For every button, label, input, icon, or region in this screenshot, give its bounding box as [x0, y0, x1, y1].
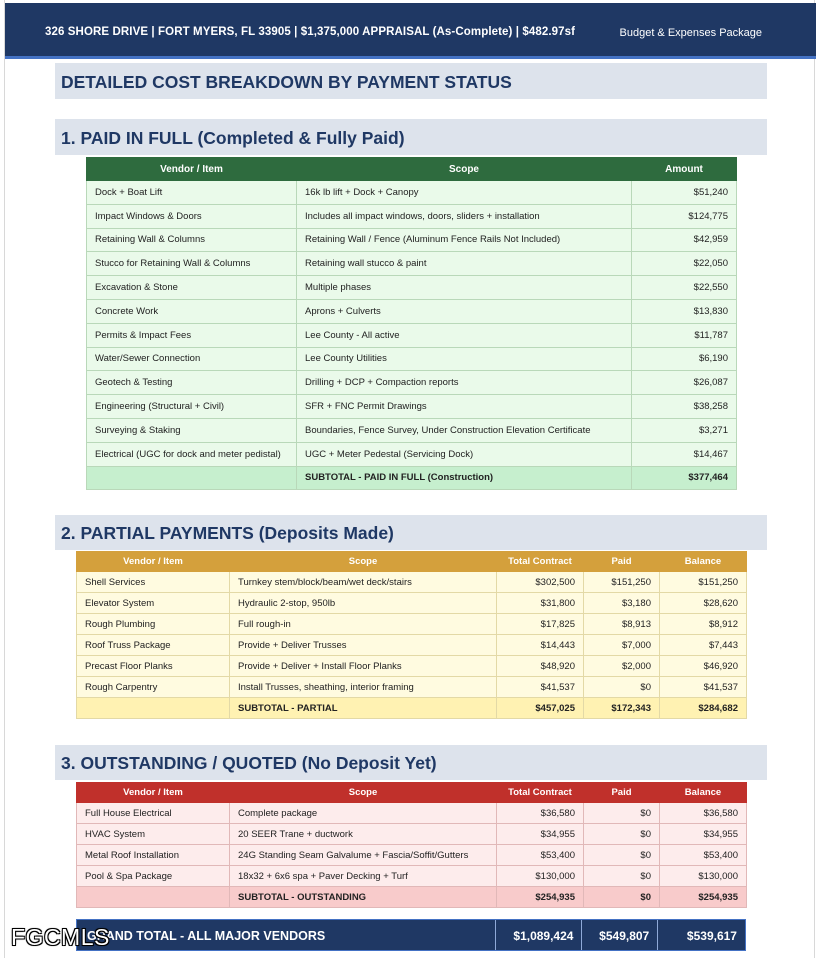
table-row [87, 252, 737, 276]
vendor-cell: Full House Electrical [77, 803, 230, 824]
paid-cell: $2,000 [584, 656, 660, 677]
paid-cell: $8,913 [584, 614, 660, 635]
column-header: Paid [584, 783, 660, 803]
paid-in-full-table [86, 157, 737, 490]
scope-cell: Complete package [230, 803, 497, 824]
total-contract-cell: $130,000 [497, 866, 584, 887]
total-contract-cell: $41,537 [497, 677, 584, 698]
grand-total-label: GRAND TOTAL - ALL MAJOR VENDORS [77, 920, 496, 950]
grand-total-contract: $1,089,424 [496, 920, 583, 950]
amount-cell: $26,087 [632, 371, 737, 395]
table-row [77, 803, 747, 824]
scope-cell: Provide + Deliver + Install Floor Planks [230, 656, 497, 677]
balance-cell: $8,912 [660, 614, 747, 635]
vendor-cell: Precast Floor Planks [77, 656, 230, 677]
column-header: Scope [230, 552, 497, 572]
amount-cell: $51,240 [632, 181, 737, 205]
amount-cell: $42,959 [632, 228, 737, 252]
table-row [77, 866, 747, 887]
section-title-outstanding: 3. OUTSTANDING / QUOTED (No Deposit Yet) [55, 745, 767, 780]
vendor-cell: Geotech & Testing [87, 371, 297, 395]
paid-cell: $0 [584, 677, 660, 698]
table-row [87, 299, 737, 323]
subtotal-balance: $254,935 [660, 887, 747, 908]
balance-cell: $41,537 [660, 677, 747, 698]
column-header: Balance [660, 783, 747, 803]
vendor-cell: Stucco for Retaining Wall & Columns [87, 252, 297, 276]
subtotal-balance: $284,682 [660, 698, 747, 719]
vendor-cell: Engineering (Structural + Civil) [87, 395, 297, 419]
total-contract-cell: $14,443 [497, 635, 584, 656]
vendor-cell: Rough Plumbing [77, 614, 230, 635]
scope-cell: UGC + Meter Pedestal (Servicing Dock) [297, 442, 632, 466]
vendor-cell: Concrete Work [87, 299, 297, 323]
table-row [87, 395, 737, 419]
vendor-cell: Dock + Boat Lift [87, 181, 297, 205]
scope-cell: Provide + Deliver Trusses [230, 635, 497, 656]
amount-cell: $22,550 [632, 276, 737, 300]
column-header: Total Contract [497, 552, 584, 572]
scope-cell: Install Trusses, sheathing, interior framing [230, 677, 497, 698]
table-row [87, 276, 737, 300]
balance-cell: $130,000 [660, 866, 747, 887]
vendor-cell: HVAC System [77, 824, 230, 845]
balance-cell: $34,955 [660, 824, 747, 845]
scope-cell: Aprons + Culverts [297, 299, 632, 323]
paid-cell: $0 [584, 824, 660, 845]
amount-cell: $124,775 [632, 204, 737, 228]
scope-cell: Turnkey stem/block/beam/wet deck/stairs [230, 572, 497, 593]
table-row [77, 824, 747, 845]
mls-watermark: FGCMLS [11, 924, 110, 950]
page-header [5, 3, 816, 59]
vendor-cell: Electrical (UGC for dock and meter pedistal) [87, 442, 297, 466]
table-row [77, 593, 747, 614]
vendor-cell: Elevator System [77, 593, 230, 614]
amount-cell: $38,258 [632, 395, 737, 419]
balance-cell: $151,250 [660, 572, 747, 593]
vendor-cell: Impact Windows & Doors [87, 204, 297, 228]
vendor-cell: Surveying & Staking [87, 418, 297, 442]
table-row [87, 323, 737, 347]
total-contract-cell: $53,400 [497, 845, 584, 866]
balance-cell: $7,443 [660, 635, 747, 656]
scope-cell: Hydraulic 2-stop, 950lb [230, 593, 497, 614]
vendor-cell: Roof Truss Package [77, 635, 230, 656]
vendor-cell: Excavation & Stone [87, 276, 297, 300]
table-row [77, 635, 747, 656]
scope-cell: Drilling + DCP + Compaction reports [297, 371, 632, 395]
amount-cell: $11,787 [632, 323, 737, 347]
column-header: Vendor / Item [87, 158, 297, 181]
vendor-cell: Metal Roof Installation [77, 845, 230, 866]
paid-cell: $3,180 [584, 593, 660, 614]
property-line: 326 SHORE DRIVE | FORT MYERS, FL 33905 | $1,375,000 APPRAISAL (As-Complete) | $482.97sf [45, 26, 576, 38]
column-header: Paid [584, 552, 660, 572]
amount-cell: $13,830 [632, 299, 737, 323]
vendor-cell: Rough Carpentry [77, 677, 230, 698]
paid-cell: $7,000 [584, 635, 660, 656]
subtotal-paid: $0 [584, 887, 660, 908]
table-row [77, 614, 747, 635]
subtotal-empty-cell [77, 887, 230, 908]
package-label: Budget & Expenses Package [619, 27, 762, 39]
partial-payments-table [76, 551, 747, 719]
scope-cell: Retaining Wall / Fence (Aluminum Fence Rails Not Included) [297, 228, 632, 252]
subtotal-paid: $172,343 [584, 698, 660, 719]
table-row [77, 845, 747, 866]
amount-cell: $6,190 [632, 347, 737, 371]
column-header: Amount [632, 158, 737, 181]
total-contract-cell: $17,825 [497, 614, 584, 635]
table-row [87, 442, 737, 466]
table-row [87, 181, 737, 205]
balance-cell: $28,620 [660, 593, 747, 614]
subtotal-label: SUBTOTAL - PAID IN FULL (Construction) [297, 466, 632, 490]
table-header-row [87, 158, 737, 181]
balance-cell: $46,920 [660, 656, 747, 677]
subtotal-label: SUBTOTAL - OUTSTANDING [230, 887, 497, 908]
main-title: DETAILED COST BREAKDOWN BY PAYMENT STATUS [55, 63, 767, 99]
column-header: Total Contract [497, 783, 584, 803]
scope-cell: Boundaries, Fence Survey, Under Construction Elevation Certificate [297, 418, 632, 442]
subtotal-total: $254,935 [497, 887, 584, 908]
subtotal-total: $457,025 [497, 698, 584, 719]
scope-cell: 18x32 + 6x6 spa + Paver Decking + Turf [230, 866, 497, 887]
balance-cell: $53,400 [660, 845, 747, 866]
scope-cell: Multiple phases [297, 276, 632, 300]
column-header: Vendor / Item [77, 783, 230, 803]
subtotal-row [77, 698, 747, 719]
total-contract-cell: $31,800 [497, 593, 584, 614]
column-header: Scope [297, 158, 632, 181]
amount-cell: $3,271 [632, 418, 737, 442]
total-contract-cell: $34,955 [497, 824, 584, 845]
section-title-paid-in-full: 1. PAID IN FULL (Completed & Fully Paid) [55, 119, 767, 155]
scope-cell: Includes all impact windows, doors, sliders + installation [297, 204, 632, 228]
scope-cell: Retaining wall stucco & paint [297, 252, 632, 276]
scope-cell: 20 SEER Trane + ductwork [230, 824, 497, 845]
table-row [77, 572, 747, 593]
subtotal-empty-cell [87, 466, 297, 490]
total-contract-cell: $36,580 [497, 803, 584, 824]
table-row [87, 418, 737, 442]
grand-total-paid: $549,807 [582, 920, 658, 950]
column-header: Balance [660, 552, 747, 572]
scope-cell: 16k lb lift + Dock + Canopy [297, 181, 632, 205]
outstanding-table [76, 782, 747, 908]
table-row [87, 204, 737, 228]
document-page [4, 0, 815, 958]
total-contract-cell: $302,500 [497, 572, 584, 593]
table-row [77, 677, 747, 698]
subtotal-empty-cell [77, 698, 230, 719]
table-header-row [77, 783, 747, 803]
balance-cell: $36,580 [660, 803, 747, 824]
column-header: Vendor / Item [77, 552, 230, 572]
vendor-cell: Shell Services [77, 572, 230, 593]
subtotal-row [87, 466, 737, 490]
section-title-partial-payments: 2. PARTIAL PAYMENTS (Deposits Made) [55, 515, 767, 550]
table-row [87, 371, 737, 395]
amount-cell: $22,050 [632, 252, 737, 276]
table-header-row [77, 552, 747, 572]
subtotal-amount: $377,464 [632, 466, 737, 490]
paid-cell: $0 [584, 845, 660, 866]
paid-cell: $0 [584, 803, 660, 824]
amount-cell: $14,467 [632, 442, 737, 466]
vendor-cell: Retaining Wall & Columns [87, 228, 297, 252]
table-row [87, 228, 737, 252]
vendor-cell: Permits & Impact Fees [87, 323, 297, 347]
scope-cell: Full rough-in [230, 614, 497, 635]
scope-cell: SFR + FNC Permit Drawings [297, 395, 632, 419]
grand-total-balance: $539,617 [686, 929, 737, 943]
paid-cell: $151,250 [584, 572, 660, 593]
subtotal-row [77, 887, 747, 908]
grand-total-bar [76, 919, 746, 951]
scope-cell: 24G Standing Seam Galvalume + Fascia/Soffit/Gutters [230, 845, 497, 866]
subtotal-label: SUBTOTAL - PARTIAL [230, 698, 497, 719]
paid-cell: $0 [584, 866, 660, 887]
column-header: Scope [230, 783, 497, 803]
table-row [77, 656, 747, 677]
vendor-cell: Water/Sewer Connection [87, 347, 297, 371]
scope-cell: Lee County Utilities [297, 347, 632, 371]
scope-cell: Lee County - All active [297, 323, 632, 347]
vendor-cell: Pool & Spa Package [77, 866, 230, 887]
total-contract-cell: $48,920 [497, 656, 584, 677]
table-row [87, 347, 737, 371]
